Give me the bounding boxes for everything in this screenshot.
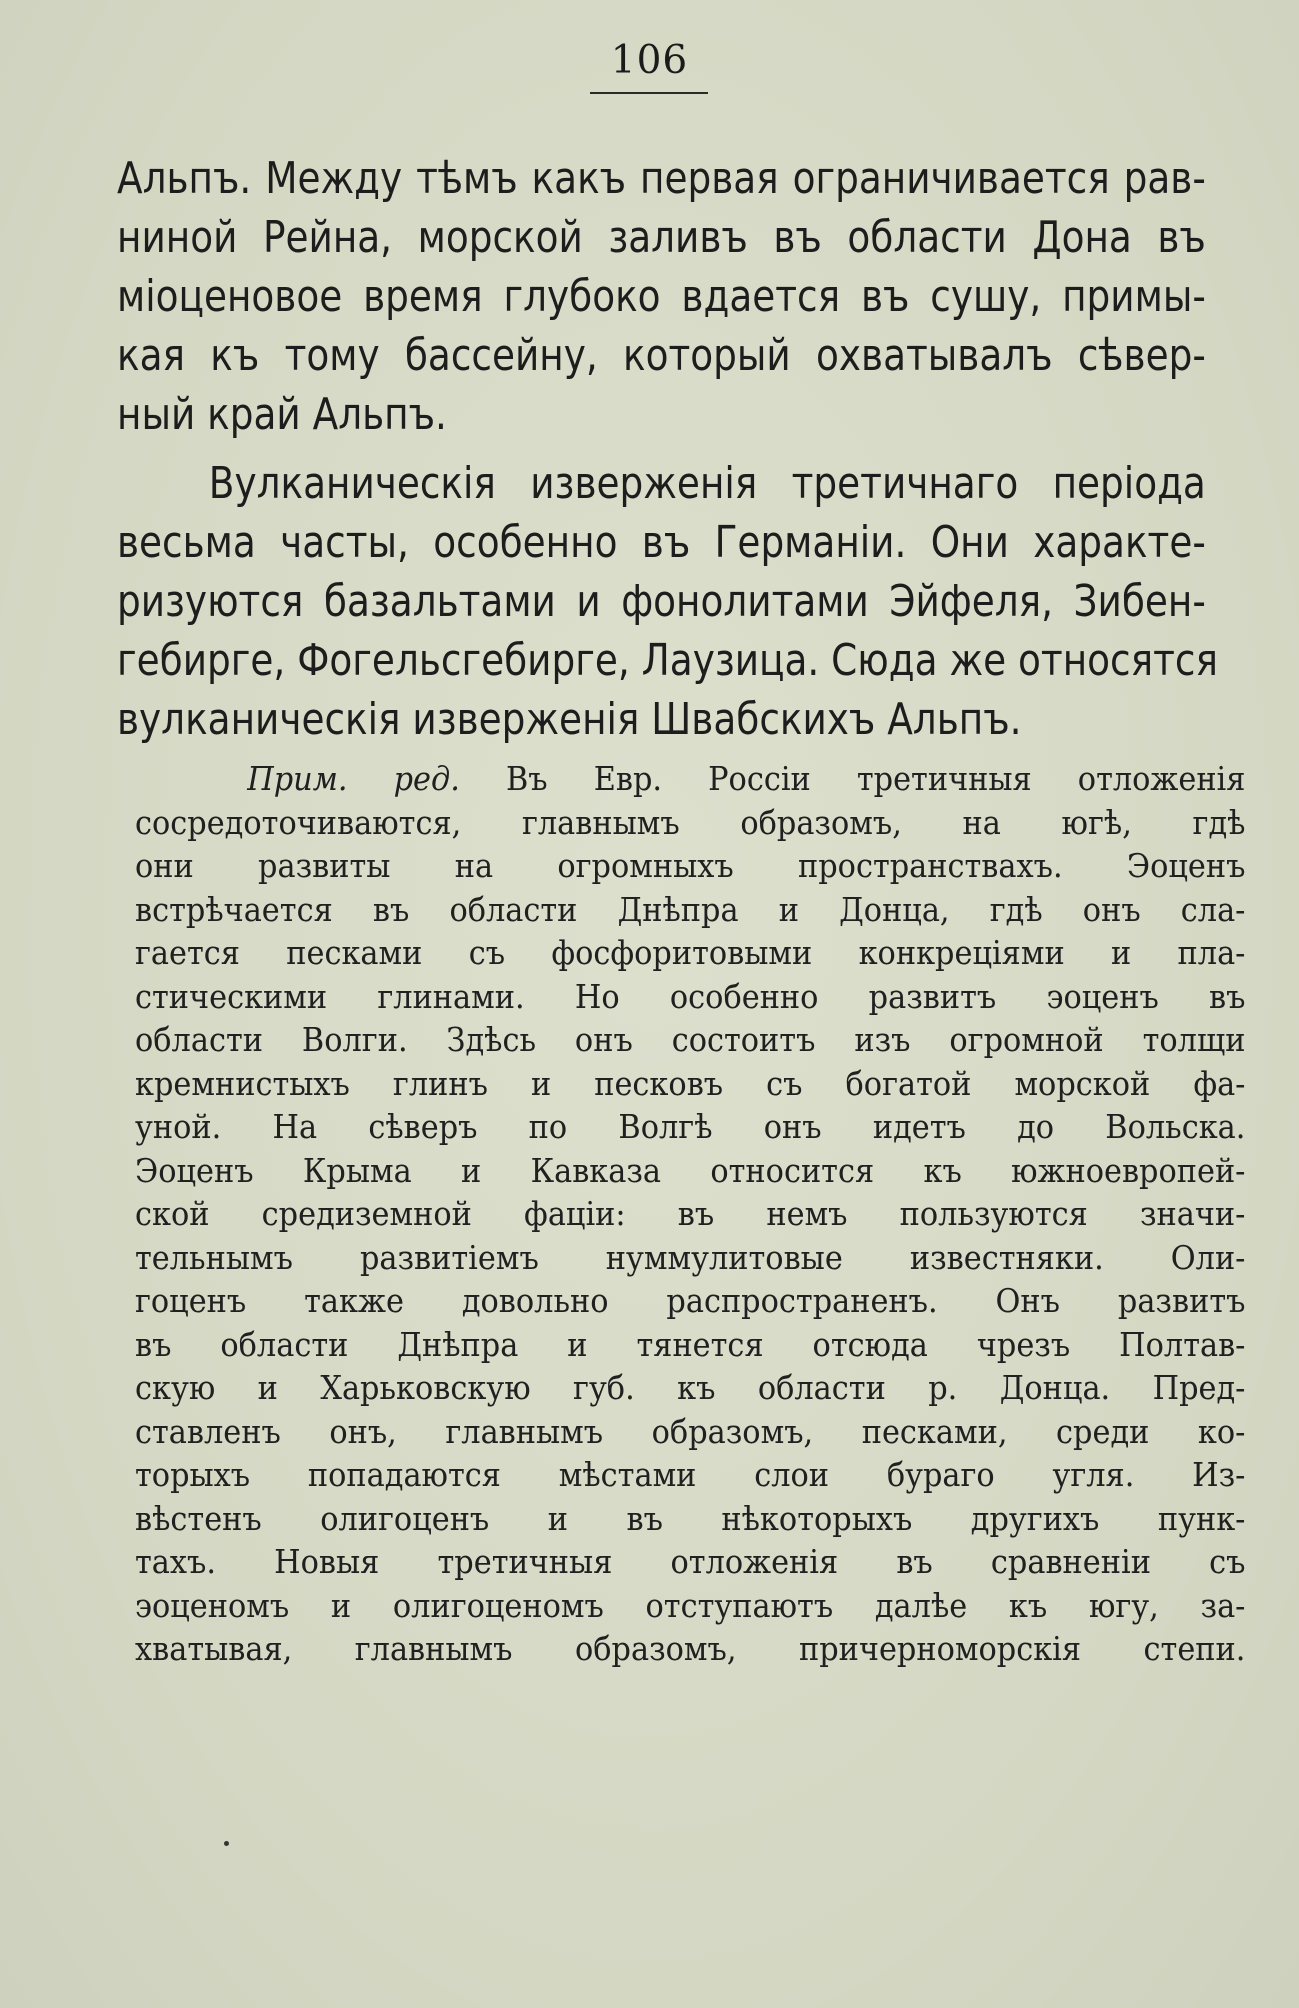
page-number: 106 [610, 38, 689, 83]
editor-note-line: Эоценъ Крыма и Кавказа относится къ южноевропей- [135, 1150, 1246, 1190]
editor-note-line: торыхъ попадаются мѣстами слои бураго угля. Из- [135, 1455, 1246, 1494]
editor-note-first-line-text: Въ Евр. Россіи третичныя отложенія [505, 759, 1246, 798]
text-line: міоценовое время глубоко вдается въ сушу, примы- [117, 271, 1206, 322]
paragraph-volcanic-eruptions [117, 458, 1218, 757]
editor-note-line: области Волги. Здѣсь онъ состоитъ изъ огромной толщи [135, 1020, 1246, 1059]
text-line: Вулканическія изверженія третичнаго періода [208, 458, 1206, 509]
page-number-underline [590, 92, 708, 94]
editor-note-line: сосредоточиваются, главнымъ образомъ, на югѣ, гдѣ [135, 802, 1246, 842]
editor-note-label: Прим. ред. [247, 759, 460, 798]
text-line: весьма часты, особенно въ Германіи. Они характе- [117, 517, 1206, 568]
editor-note-first-line [135, 759, 1246, 806]
editor-note-line: тахъ. Новыя третичныя отложенія въ сравненіи съ [135, 1542, 1246, 1581]
text-line: вулканическія изверженія Швабскихъ Альпъ. [117, 694, 1022, 745]
editor-note-line: ской средиземной фаціи: въ немъ пользуются значи- [135, 1194, 1246, 1233]
editor-note-line: тельнымъ развитіемъ нуммулитовые известняки. Оли- [135, 1237, 1246, 1277]
editor-note-line: встрѣчается въ области Днѣпра и Донца, гдѣ онъ сла- [135, 889, 1246, 929]
text-line: Альпъ. Между тѣмъ какъ первая ограничивается рав- [117, 153, 1206, 204]
editor-note-line: эоценомъ и олигоценомъ отступаютъ далѣе къ югу, за- [135, 1585, 1246, 1625]
editor-note-line: скую и Харьковскую губ. къ области р. Донца. Пред- [135, 1368, 1246, 1407]
editor-note-line: вѣстенъ олигоценъ и въ нѣкоторыхъ другихъ пунк- [135, 1498, 1246, 1538]
text-line: ризуются базальтами и фонолитами Эйфеля, Зибен- [117, 576, 1206, 627]
text-line: гебирге, Фогельсгебирге, Лаузица. Сюда же относятся [117, 635, 1218, 686]
paragraph-alps [117, 153, 1207, 452]
text-line: ниной Рейна, морской заливъ въ области Дона въ [117, 212, 1206, 263]
paper-speck [224, 1841, 229, 1846]
editor-note-line: гается песками съ фосфоритовыми конкреціями и пла- [135, 933, 1246, 972]
editor-note-line: хватывая, главнымъ образомъ, причерноморскія степи. [135, 1629, 1246, 1668]
editor-note-line: стическими глинами. Но особенно развитъ эоценъ въ [135, 976, 1246, 1016]
text-line: ный край Альпъ. [117, 389, 447, 440]
editor-note-line: кремнистыхъ глинъ и песковъ съ богатой морской фа- [135, 1063, 1246, 1103]
editor-note-line: гоценъ также довольно распространенъ. Онъ развитъ [135, 1281, 1246, 1320]
editor-note [135, 759, 1246, 1676]
editor-note-line: ставленъ онъ, главнымъ образомъ, песками, среди ко- [135, 1411, 1246, 1451]
editor-note-line: въ области Днѣпра и тянется отсюда чрезъ Полтав- [135, 1324, 1246, 1364]
text-line: кая къ тому бассейну, который охватывалъ сѣвер- [117, 330, 1206, 381]
editor-note-line: уной. На сѣверъ по Волгѣ онъ идетъ до Вольска. [135, 1107, 1246, 1146]
editor-note-line: они развиты на огромныхъ пространствахъ. Эоценъ [135, 846, 1246, 885]
